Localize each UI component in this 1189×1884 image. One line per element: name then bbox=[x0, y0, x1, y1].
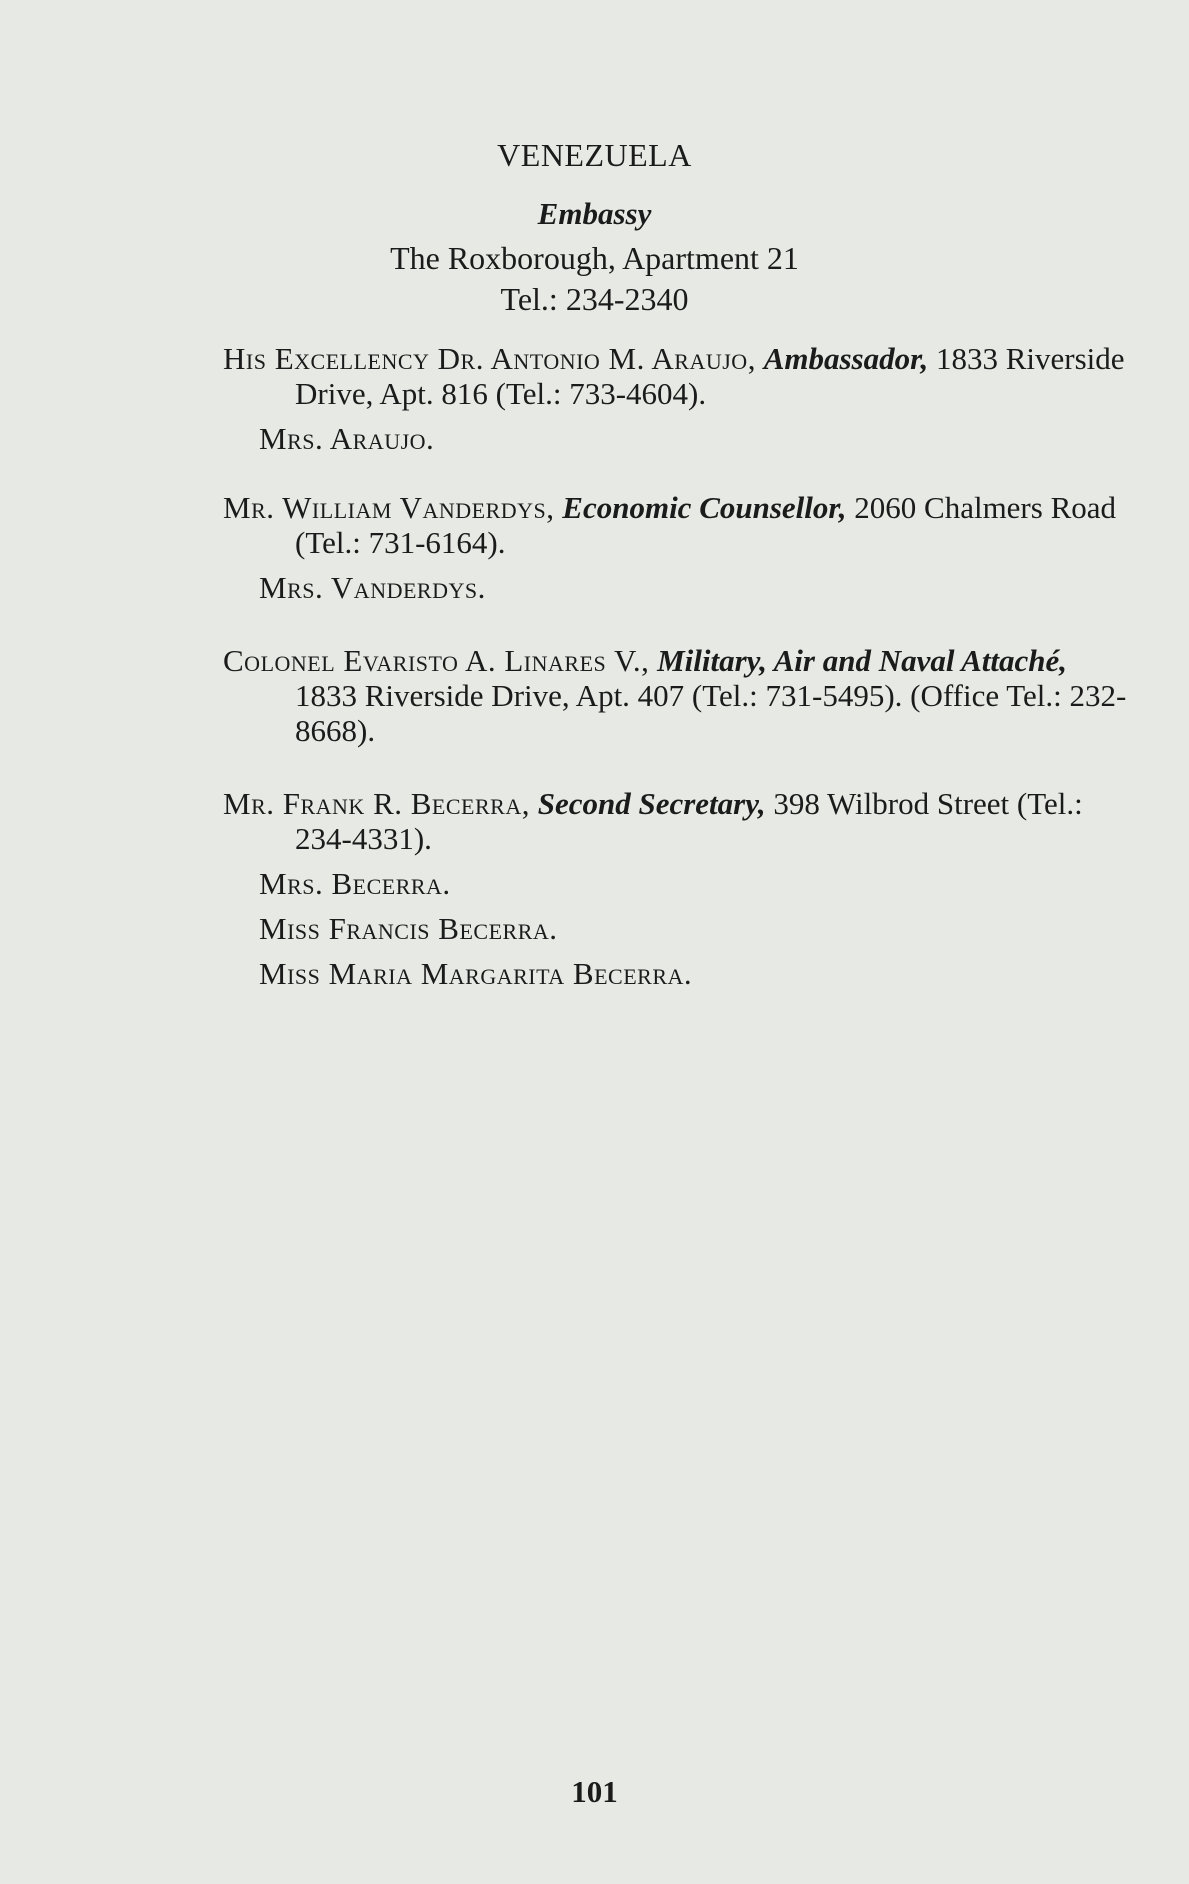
embassy-telephone: Tel.: 234-2340 bbox=[500, 281, 689, 317]
entry-main-line bbox=[223, 643, 1135, 748]
person-title: Ambassador, bbox=[763, 341, 929, 376]
person-details: 2060 Chalmers Road (Tel.: 731-6164). bbox=[295, 490, 1117, 560]
section-subtitle: Embassy bbox=[537, 196, 652, 231]
family-member-name: Miss Maria Margarita Becerra. bbox=[259, 956, 693, 991]
person-name: Mr. Frank R. Becerra, bbox=[223, 786, 530, 821]
person-name: Colonel Evaristo A. Linares V., bbox=[223, 643, 650, 678]
page-number: 101 bbox=[571, 1774, 618, 1809]
person-title: Military, Air and Naval Attaché, bbox=[657, 643, 1067, 678]
person-title: Economic Counsellor, bbox=[562, 490, 847, 525]
directory-entry bbox=[223, 341, 1135, 456]
directory-entry bbox=[223, 490, 1135, 605]
spouse-name: Mrs. Araujo. bbox=[259, 421, 435, 456]
person-title: Second Secretary, bbox=[537, 786, 766, 821]
embassy-address: The Roxborough, Apartment 21 bbox=[390, 240, 799, 276]
person-name: His Excellency Dr. Antonio M. Araujo, bbox=[223, 341, 756, 376]
directory-entry bbox=[223, 786, 1135, 991]
spouse-name: Mrs. Vanderdys. bbox=[259, 570, 486, 605]
person-details: 398 Wilbrod Street (Tel.: 234-4331). bbox=[295, 786, 1083, 856]
spouse-name: Mrs. Becerra. bbox=[259, 866, 451, 901]
entry-main-line bbox=[223, 341, 1135, 411]
person-details: 1833 Riverside Drive, Apt. 407 (Tel.: 731-5495). (Office Tel.: 232-8668). bbox=[295, 678, 1127, 748]
person-name: Mr. William Vanderdys, bbox=[223, 490, 555, 525]
entry-main-line bbox=[223, 786, 1135, 856]
directory-entry bbox=[223, 643, 1135, 748]
person-details: 1833 Riverside Drive, Apt. 816 (Tel.: 733-4604). bbox=[295, 341, 1125, 411]
family-member-name: Miss Francis Becerra. bbox=[259, 911, 558, 946]
entry-main-line bbox=[223, 490, 1135, 560]
country-heading: VENEZUELA bbox=[497, 137, 692, 173]
